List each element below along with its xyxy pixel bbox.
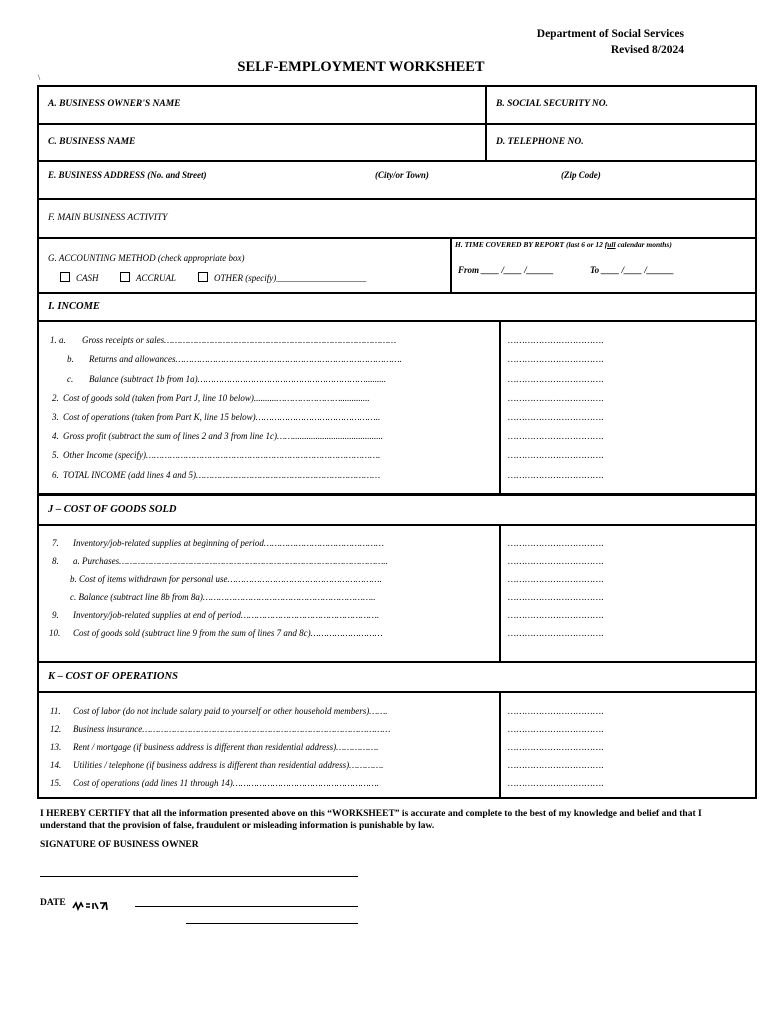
other-option[interactable]	[198, 272, 366, 283]
income-body	[37, 320, 757, 495]
certification-text: I HEREBY CERTIFY that all the information presented above on this “WORKSHEET” is accurate and complete to the best of my knowledge and belief and that I understand that the provision of false, fraudulent or misleading information is punishable by law.	[40, 809, 702, 831]
cash-option[interactable]	[60, 272, 99, 283]
cogs-line-label: Inventory/job-related supplies at beginning of period………………………………………	[73, 538, 384, 548]
income-amount-field[interactable]: …………………………….	[508, 450, 605, 460]
accrual-option[interactable]	[120, 272, 176, 283]
ops-amount-field[interactable]: …………………………….	[508, 778, 605, 788]
income-line-label: Returns and allowances………………………………………………………………………….	[89, 354, 402, 364]
signature-label: SIGNATURE OF BUSINESS OWNER	[40, 840, 199, 850]
ops-amount-field[interactable]: …………………………….	[508, 724, 605, 734]
ops-heading: K – COST OF OPERATIONS	[48, 671, 178, 682]
cogs-line-label: c. Balance (subtract line 8b from 8a)………………………………………………………..	[70, 592, 376, 602]
income-amount-field[interactable]: …………………………….	[508, 335, 605, 345]
cogs-amount-field[interactable]: …………………………….	[508, 538, 605, 548]
cogs-amount-field[interactable]: …………………………….	[508, 628, 605, 638]
stray-mark: \	[38, 73, 41, 82]
cogs-amount-field[interactable]: …………………………….	[508, 610, 605, 620]
time-covered-label	[455, 240, 672, 249]
zip-label: (Zip Code)	[561, 170, 601, 180]
other-checkbox[interactable]	[198, 272, 208, 282]
income-amount-field[interactable]: …………………………….	[508, 374, 605, 384]
ops-line-label: Cost of operations (add lines 11 through 14)……………………………………………….	[73, 778, 380, 788]
ops-line-label: Utilities / telephone (if business address is different than residential address)………….	[73, 760, 384, 770]
time-covered-pre: H. TIME COVERED BY REPORT (last 6 or 12	[455, 240, 605, 249]
income-line-number: 4.	[52, 431, 59, 441]
income-amount-field[interactable]: …………………………….	[508, 412, 605, 422]
address-label: E. BUSINESS ADDRESS (No. and Street)	[48, 170, 207, 180]
cogs-line-label: b. Cost of items withdrawn for personal use………………………………………………….	[70, 574, 382, 584]
cogs-line-label: a. Purchases………………………………………………………………………………………..	[73, 556, 388, 566]
ops-line-number: 11.	[50, 706, 61, 716]
from-date-field[interactable]: From ____ /____ /______	[458, 265, 554, 275]
date-line-2[interactable]	[186, 923, 358, 924]
page-title: SELF-EMPLOYMENT WORKSHEET	[237, 59, 485, 75]
income-line-label: Cost of operations (taken from Part K, line 15 below)………………………………………..	[63, 412, 381, 422]
income-heading-box	[37, 292, 757, 322]
ssn-label: B. SOCIAL SECURITY NO.	[496, 99, 609, 109]
income-line-label: TOTAL INCOME (add lines 4 and 5)……………………………………………………………	[63, 470, 381, 480]
date-line[interactable]	[135, 906, 358, 907]
income-amount-field[interactable]: …………………………….	[508, 393, 605, 403]
income-line-number: 2.	[52, 393, 59, 403]
income-line-label: Gross receipts or sales……………………………………………………………………………	[82, 335, 397, 345]
income-heading: I. INCOME	[48, 301, 100, 312]
ops-line-label: Cost of labor (do not include salary paid to yourself or other household members)…….	[73, 706, 388, 716]
income-line-number: 1. a.	[50, 335, 66, 345]
cash-checkbox[interactable]	[60, 272, 70, 282]
income-line-label: Cost of goods sold (taken from Part J, line 10 below)..........…………………….............	[63, 393, 370, 403]
date-scribble-icon	[72, 898, 110, 908]
time-covered-post: calendar months)	[615, 240, 672, 249]
cogs-line-label: Inventory/job-related supplies at end of period…………………………………………….	[73, 610, 380, 620]
revision-date: Revised 8/2024	[610, 44, 684, 56]
ops-amount-field[interactable]: …………………………….	[508, 742, 605, 752]
cogs-line-number: 10.	[49, 628, 61, 638]
ops-line-label: Business insurance…………………………………………………………………………………	[73, 724, 391, 734]
telephone-label: D. TELEPHONE NO.	[496, 137, 584, 147]
accrual-label: ACCRUAL	[136, 273, 177, 283]
cogs-heading: J – COST OF GOODS SOLD	[48, 504, 177, 515]
income-amount-field[interactable]: …………………………….	[508, 354, 605, 364]
city-label: (City/or Town)	[375, 170, 429, 180]
to-date-field[interactable]: To ____ /____ /______	[590, 265, 674, 275]
ops-divider	[499, 691, 501, 799]
business-name-label: C. BUSINESS NAME	[48, 137, 136, 147]
cogs-amount-field[interactable]: …………………………….	[508, 556, 605, 566]
income-amount-field[interactable]: …………………………….	[508, 470, 605, 480]
time-covered-full: full	[604, 240, 616, 249]
ops-amount-field[interactable]: …………………………….	[508, 706, 605, 716]
income-line-number: c.	[67, 374, 74, 384]
cogs-line-number: 7.	[52, 538, 59, 548]
cogs-divider	[499, 524, 501, 663]
ops-line-label: Rent / mortgage (if business address is different than residential address)…………….	[73, 742, 379, 752]
income-amount-field[interactable]: …………………………….	[508, 431, 605, 441]
income-line-number: b.	[67, 354, 74, 364]
income-line-label: Balance (subtract 1b from 1a)……………………………………………………….........	[89, 374, 386, 384]
cogs-line-label: Cost of goods sold (subtract line 9 from the sum of lines 7 and 8c)………………………	[73, 628, 383, 638]
cogs-amount-field[interactable]: …………………………….	[508, 592, 605, 602]
cogs-line-number: 8.	[52, 556, 59, 566]
income-line-number: 6.	[52, 470, 59, 480]
ops-line-number: 15.	[50, 778, 62, 788]
row-e	[37, 160, 757, 200]
other-label: OTHER (specify)____________________	[214, 273, 367, 283]
owner-name-label: A. BUSINESS OWNER'S NAME	[48, 99, 181, 109]
income-line-number: 3.	[52, 412, 59, 422]
date-label: DATE	[40, 898, 66, 908]
main-activity-label: F. MAIN BUSINESS ACTIVITY	[48, 213, 168, 223]
cogs-line-number: 9.	[52, 610, 59, 620]
row-c-d	[37, 123, 757, 162]
ops-line-number: 12.	[50, 724, 62, 734]
signature-line[interactable]	[40, 876, 358, 877]
ops-amount-field[interactable]: …………………………….	[508, 760, 605, 770]
cash-label: CASH	[76, 273, 99, 283]
accrual-checkbox[interactable]	[120, 272, 130, 282]
divider-gh	[450, 237, 452, 292]
income-line-number: 5.	[52, 450, 59, 460]
accounting-label: G. ACCOUNTING METHOD (check appropriate box)	[48, 253, 245, 263]
ops-line-number: 14.	[50, 760, 62, 770]
income-line-label: Other Income (specify)…………………………………………………………………………….	[63, 450, 381, 460]
cogs-amount-field[interactable]: …………………………….	[508, 574, 605, 584]
income-divider	[499, 320, 501, 495]
ops-line-number: 13.	[50, 742, 62, 752]
income-line-label: Gross profit (subtract the sum of lines 2 and 3 from line 1c)……........................................	[63, 431, 383, 441]
department-name: Department of Social Services	[536, 28, 684, 40]
